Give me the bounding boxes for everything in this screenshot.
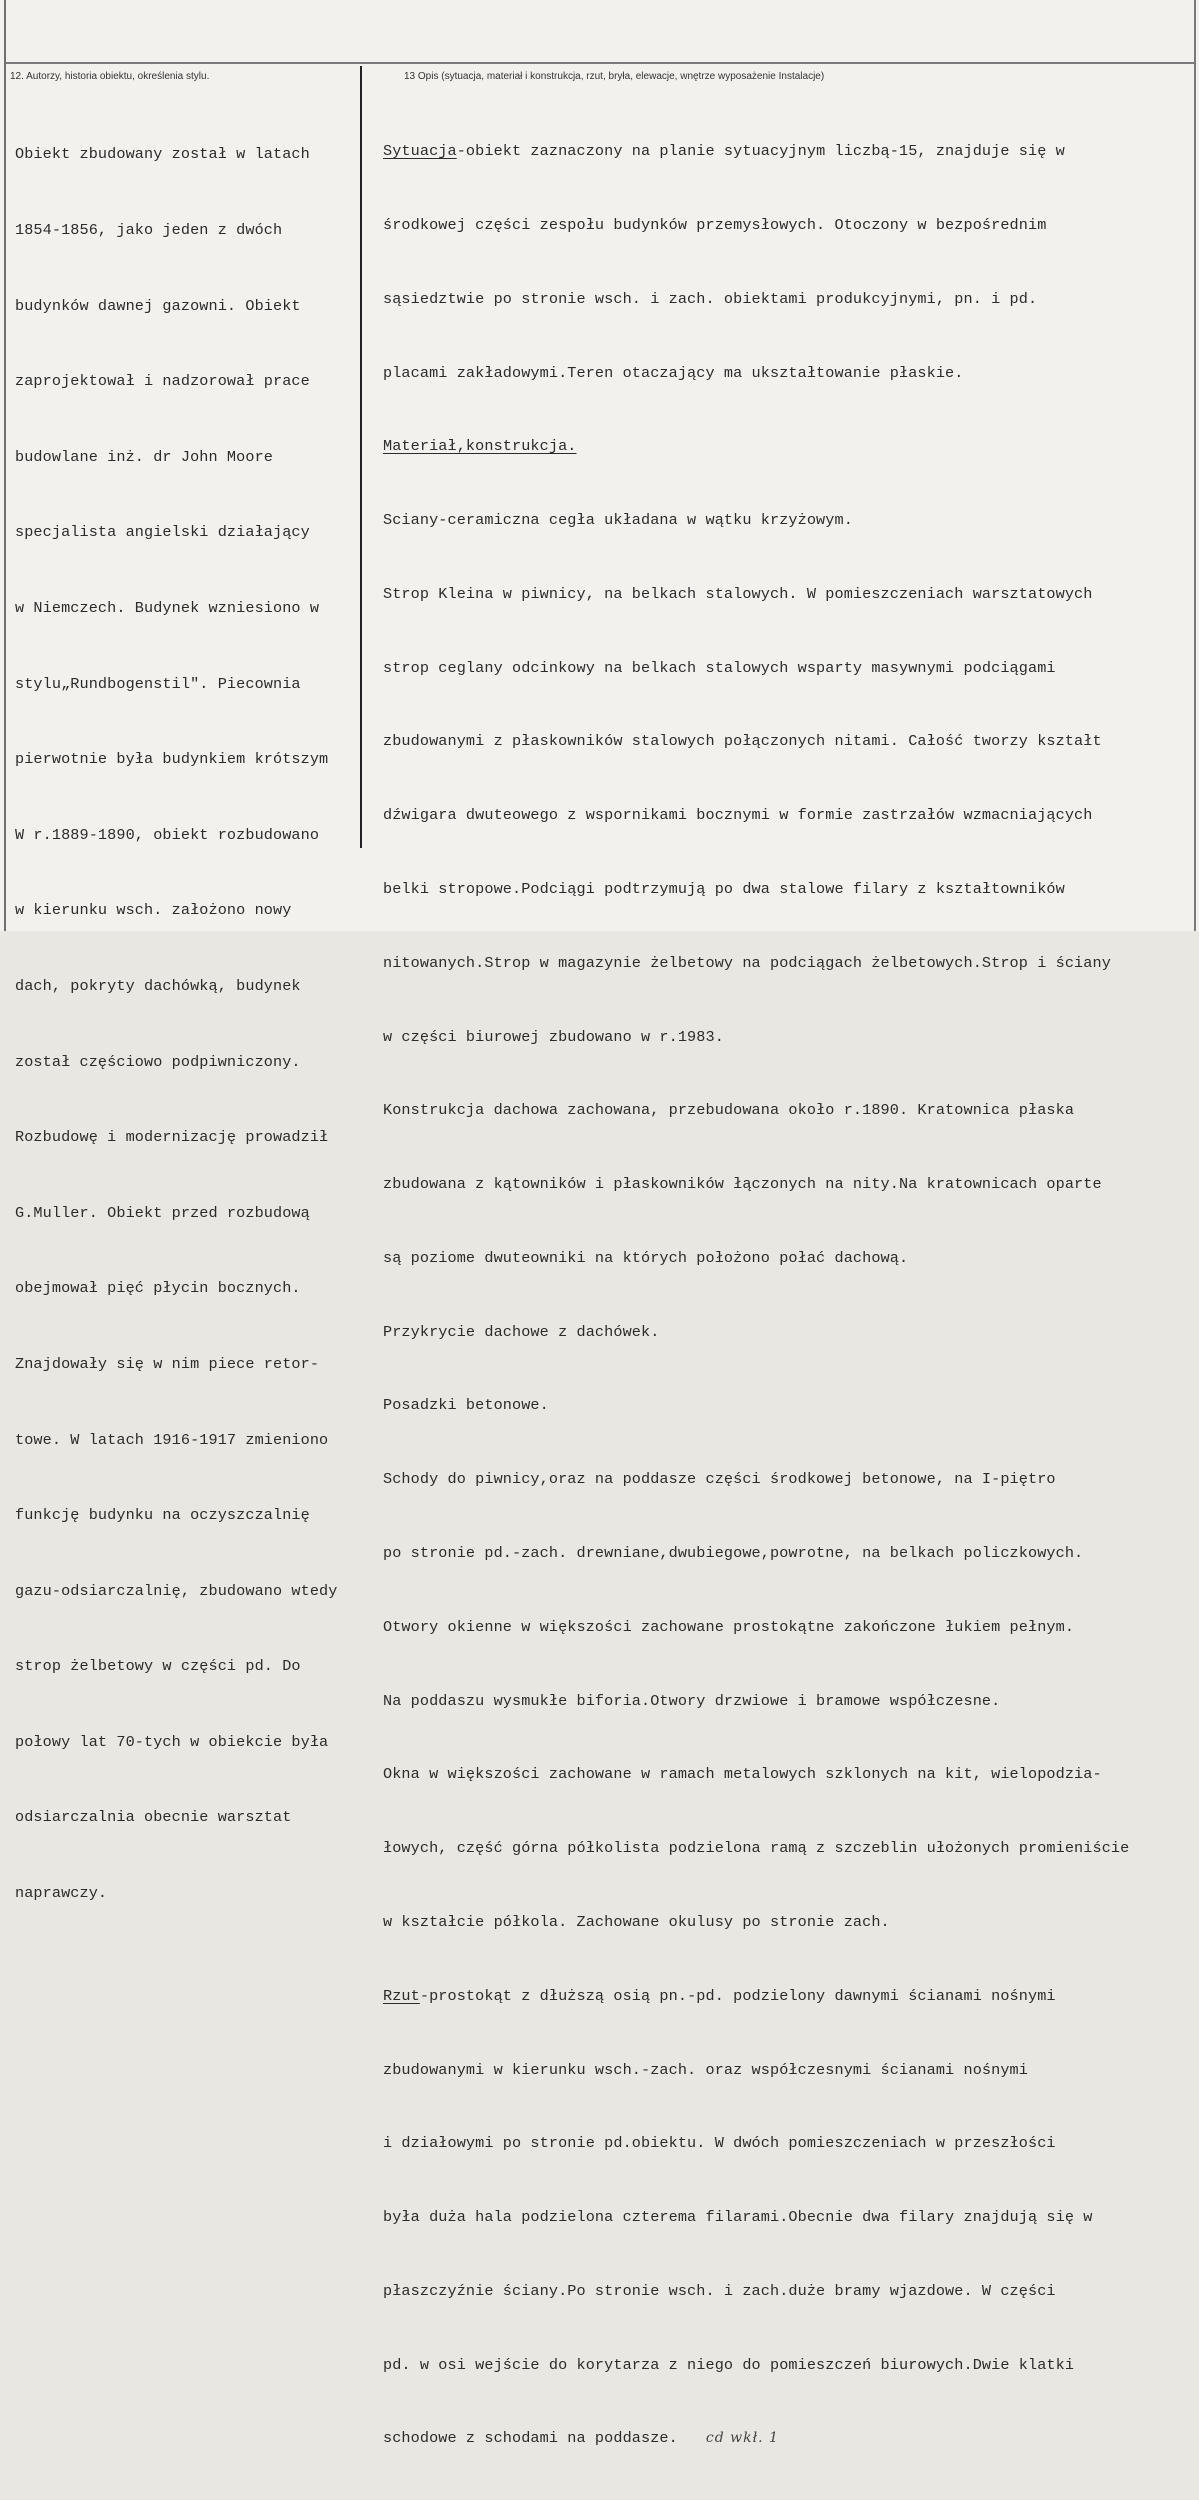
text-fragment: -obiekt zaznaczony na planie sytuacyjnym liczbą-15, znajduje się w xyxy=(456,142,1065,161)
text-line: 1854-1856, jako jeden z dwóch xyxy=(15,221,283,239)
text-line xyxy=(383,139,1129,164)
text-line: Sciany-ceramiczna cegła układana w wątku krzyżowym. xyxy=(383,511,853,530)
text-line: Rozbudowę i modernizację prowadził xyxy=(15,1128,329,1147)
text-line: środkowej części zespołu budynków przemysłowych. Otoczony w bezpośrednim xyxy=(383,215,1047,234)
text-line: został częściowo podpiwniczony. xyxy=(15,1052,301,1071)
text-line: obejmował pięć płycin bocznych. xyxy=(15,1279,301,1298)
frame-left-border xyxy=(4,0,6,931)
text-line xyxy=(383,2426,1129,2451)
text-fragment: schodowe z schodami na poddasze. xyxy=(383,2429,678,2448)
text-line: naprawczy. xyxy=(15,1884,108,1903)
text-line: i działowymi po stronie pd.obiektu. W dwóch pomieszczeniach w przeszłości xyxy=(383,2134,1056,2153)
text-line: Przykrycie dachowe z dachówek. xyxy=(383,1322,660,1341)
text-fragment: -prostokąt z dłuższą osią pn.-pd. podzielony dawnymi ścianami nośnymi xyxy=(419,1986,1056,2005)
text-line: strop ceglany odcinkowy na belkach stalowych wsparty masywnymi podciągami xyxy=(383,658,1056,677)
handwritten-note: cd wkł. 1 xyxy=(705,2430,779,2447)
text-line xyxy=(383,434,1129,459)
text-line: funkcję budynku na oczyszczalnię xyxy=(15,1506,310,1525)
text-line: w Niemczech. Budynek wzniesiono w xyxy=(15,598,320,617)
text-line: płaszczyźnie ściany.Po stronie wsch. i zach.duże bramy wjazdowe. W części xyxy=(383,2281,1056,2300)
text-line: łowych, część górna półkolista podzielona ramą z szczeblin ułożonych promieniście xyxy=(383,1839,1130,1858)
section-heading-rzut: Rzut xyxy=(383,1986,420,2005)
text-line: są poziome dwuteowniki na których położono połać dachową. xyxy=(383,1248,909,1267)
text-line: Schody do piwnicy,oraz na poddasze części środkowej betonowe, na I-piętro xyxy=(383,1470,1056,1489)
column-divider xyxy=(360,66,362,848)
text-line: placami zakładowymi.Teren otaczający ma ukształtowanie płaskie. xyxy=(383,363,964,382)
text-line: dźwigara dwuteowego z wspornikami bocznymi w formie zastrzałów wzmacniających xyxy=(383,806,1093,825)
text-line: Otwory okienne w większości zachowane prostokątne zakończone łukiem pełnym. xyxy=(383,1617,1075,1636)
text-line: w kształcie półkola. Zachowane okulusy po stronie zach. xyxy=(383,1912,890,1931)
text-line: gazu-odsiarczalnię, zbudowano wtedy xyxy=(15,1581,338,1600)
text-line: zbudowanymi w kierunku wsch.-zach. oraz współczesnymi ścianami nośnymi xyxy=(383,2060,1028,2079)
text-line: G.Muller. Obiekt przed rozbudową xyxy=(15,1203,310,1222)
section-heading-sytuacja: Sytuacja xyxy=(383,142,457,161)
section-12-header: 12. Autorzy, historia obiektu, określenia stylu. xyxy=(10,71,210,82)
text-line: zbudowana z kątowników i płaskowników łączonych na nity.Na kratownicach oparte xyxy=(383,1175,1102,1194)
text-line: była duża hala podzielona czterema filarami.Obecnie dwa filary znajdują się w xyxy=(383,2208,1093,2227)
frame-top-rule xyxy=(6,62,1195,64)
description-text-column xyxy=(383,90,1129,2500)
text-line: Okna w większości zachowane w ramach metalowych szklonych na kit, wielopodzia- xyxy=(383,1765,1102,1784)
text-line: zaprojektował i nadzorował prace xyxy=(15,372,310,391)
text-line: stylu„Rundbogenstil". Piecownia xyxy=(15,674,301,693)
text-line: Posadzki betonowe. xyxy=(383,1396,549,1415)
text-line: po stronie pd.-zach. drewniane,dwubiegowe,powrotne, na belkach policzkowych. xyxy=(383,1544,1084,1563)
text-line: Na poddaszu wysmukłe biforia.Otwory drzwiowe i bramowe współczesne. xyxy=(383,1691,1001,1710)
text-line: Obiekt zbudowany został w latach xyxy=(15,145,310,164)
text-line: Konstrukcja dachowa zachowana, przebudowana około r.1890. Kratownica płaska xyxy=(383,1101,1075,1120)
text-line: dach, pokryty dachówką, budynek xyxy=(15,976,301,995)
text-line: Strop Kleina w piwnicy, na belkach stalowych. W pomieszczeniach warsztatowych xyxy=(383,584,1093,603)
text-line: zbudowanymi z płaskowników stalowych połączonych nitami. Całość tworzy kształt xyxy=(383,732,1102,751)
text-line: W r.1889-1890, obiekt rozbudowano xyxy=(15,825,320,844)
text-line: połowy lat 70-tych w obiekcie była xyxy=(15,1732,329,1751)
frame-right-border xyxy=(1194,0,1196,931)
text-line: odsiarczalnia obecnie warsztat xyxy=(15,1808,292,1827)
text-line: budowlane inż. dr John Moore xyxy=(15,447,273,466)
text-line: specjalista angielski działający xyxy=(15,523,310,542)
text-line: sąsiedztwie po stronie wsch. i zach. obiektami produkcyjnymi, pn. i pd. xyxy=(383,289,1038,308)
text-line: nitowanych.Strop w magazynie żelbetowy na podciągach żelbetowych.Strop i ściany xyxy=(383,953,1111,972)
text-line: w kierunku wsch. założono nowy xyxy=(15,901,292,920)
text-line: pd. w osi wejście do korytarza z niego do pomieszczeń biurowych.Dwie klatki xyxy=(383,2355,1075,2374)
history-text-column xyxy=(15,92,338,1957)
text-line xyxy=(383,1984,1129,2009)
section-heading-material: Materiał,konstrukcja. xyxy=(383,437,577,456)
text-line: w części biurowej zbudowano w r.1983. xyxy=(383,1027,724,1046)
section-13-header: 13 Opis (sytuacja, materiał i konstrukcja, rzut, bryła, elewacje, wnętrze wyposażenie Instalacje) xyxy=(404,71,825,82)
text-line: budynków dawnej gazowni. Obiekt xyxy=(15,296,301,315)
text-line: Znajdowały się w nim piece retor- xyxy=(15,1354,320,1373)
text-line: belki stropowe.Podciągi podtrzymują po dwa stalowe filary z kształtowników xyxy=(383,880,1065,898)
text-line: pierwotnie była budynkiem krótszym xyxy=(15,750,329,769)
text-line: towe. W latach 1916-1917 zmieniono xyxy=(15,1430,329,1449)
text-line: strop żelbetowy w części pd. Do xyxy=(15,1657,301,1676)
